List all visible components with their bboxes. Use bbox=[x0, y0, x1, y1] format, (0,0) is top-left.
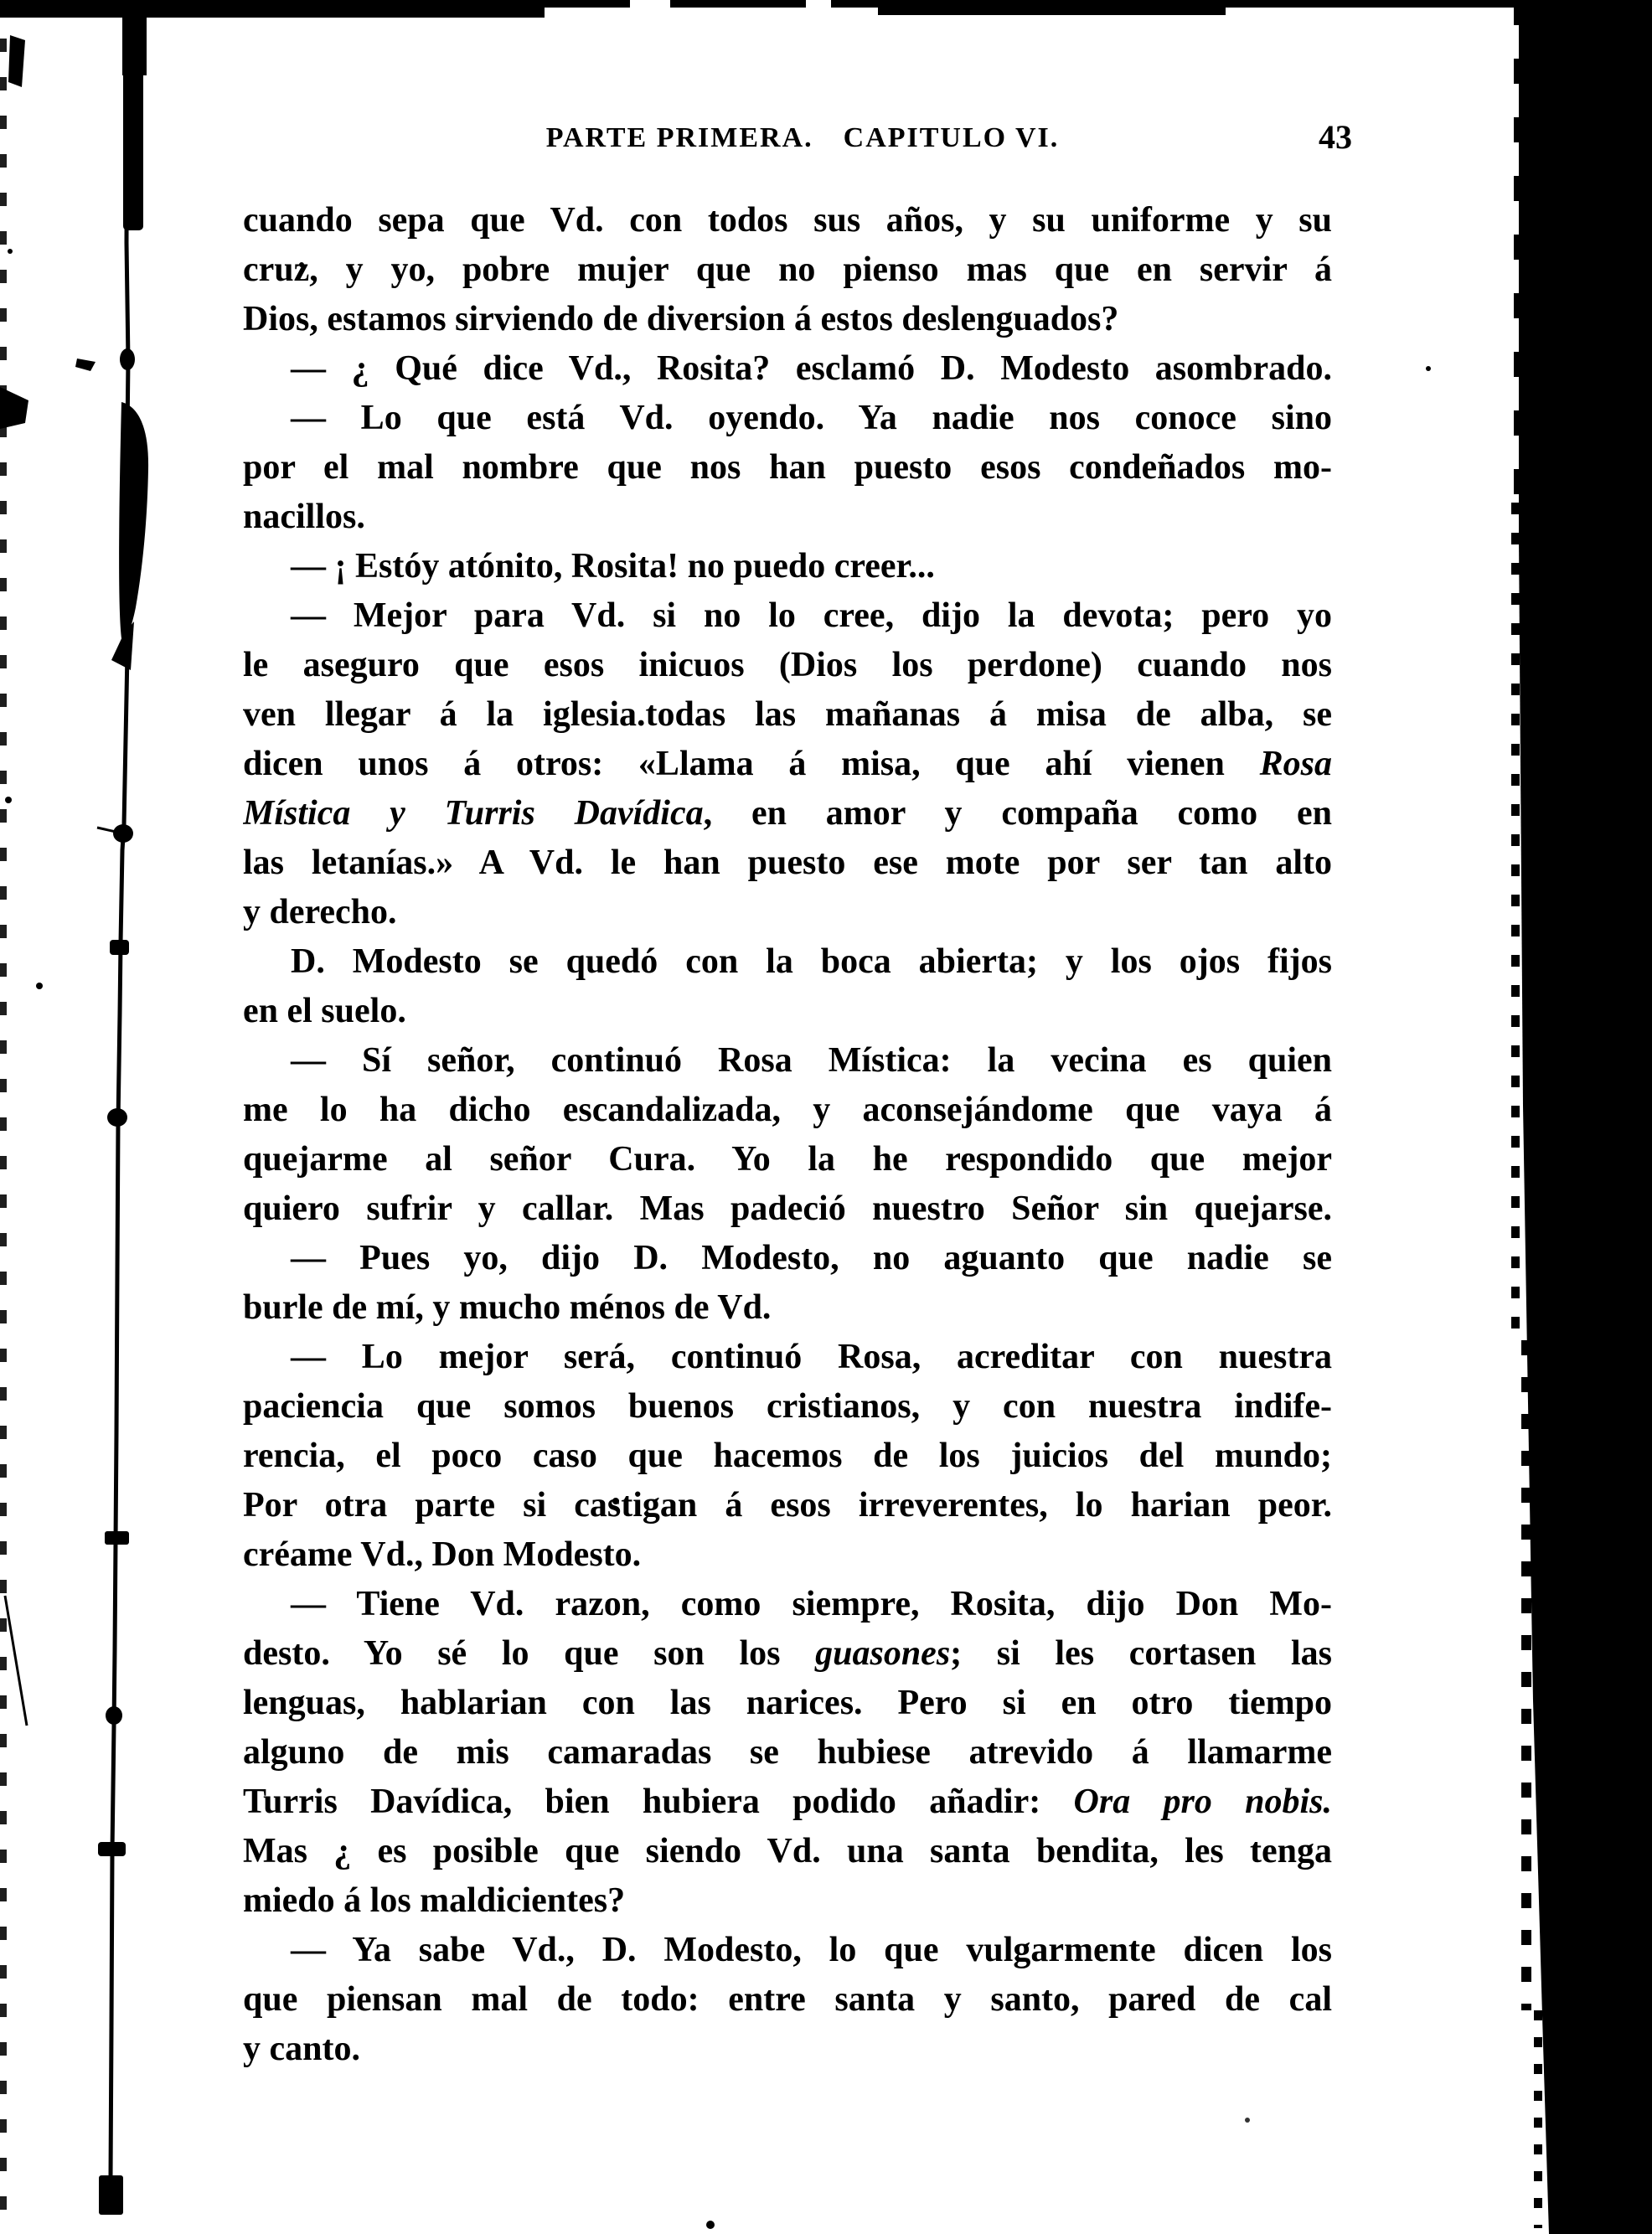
text-segment: , en amor y compaña como en bbox=[703, 794, 1332, 833]
text-line bbox=[243, 1432, 1332, 1481]
text-line bbox=[243, 1728, 1332, 1777]
text-line bbox=[243, 888, 1332, 937]
text-line bbox=[243, 1086, 1332, 1135]
text-segment: las letanías.» A Vd. le han puesto ese mote por ser tan alto bbox=[243, 844, 1332, 882]
text-segment: ven llegar á la iglesia.todas las mañanas á misa de alba, se bbox=[243, 695, 1332, 734]
italic-text-segment: Ora pro nobis. bbox=[1073, 1783, 1332, 1821]
text-segment: cruz, y yo, pobre mujer que no pienso mas que en servir á bbox=[243, 250, 1332, 289]
text-line bbox=[243, 1333, 1332, 1382]
text-line bbox=[243, 493, 1332, 542]
text-line bbox=[243, 789, 1332, 838]
text-line bbox=[243, 1283, 1332, 1333]
text-line bbox=[243, 1481, 1332, 1530]
text-line bbox=[243, 1580, 1332, 1629]
text-segment: — ¡ Estóy atónito, Rosita! no puedo creer... bbox=[291, 547, 935, 586]
text-line bbox=[243, 1036, 1332, 1086]
text-segment: — Lo que está Vd. oyendo. Ya nadie nos conoce sino bbox=[291, 399, 1332, 437]
text-segment: alguno de mis camaradas se hubiese atrevido á llamarme bbox=[243, 1733, 1332, 1772]
text-segment: — Sí señor, continuó Rosa Mística: la vecina es quien bbox=[291, 1041, 1332, 1080]
text-line bbox=[243, 690, 1332, 740]
text-segment: le aseguro que esos inicuos (Dios los perdone) cuando nos bbox=[243, 646, 1332, 684]
text-segment: dicen unos á otros: «Llama á misa, que ahí vienen bbox=[243, 745, 1260, 783]
text-line bbox=[243, 591, 1332, 641]
text-line bbox=[243, 1184, 1332, 1234]
text-segment: que piensan mal de todo: entre santa y santo, pared de cal bbox=[243, 1980, 1332, 2019]
text-line bbox=[243, 1629, 1332, 1679]
page-number: 43 bbox=[1319, 118, 1352, 156]
text-segment: burle de mí, y mucho ménos de Vd. bbox=[243, 1288, 772, 1327]
text-segment: cuando sepa que Vd. con todos sus años, y su uniforme y su bbox=[243, 201, 1332, 240]
text-segment: — Ya sabe Vd., D. Modesto, lo que vulgarmente dicen los bbox=[291, 1931, 1332, 1969]
text-segment: — ¿ Qué dice Vd., Rosita? esclamó D. Modesto asombrado. bbox=[291, 349, 1332, 388]
text-line bbox=[243, 838, 1332, 888]
text-segment: Dios, estamos sirviendo de diversion á estos deslenguados? bbox=[243, 300, 1119, 338]
text-segment: rencia, el poco caso que hacemos de los juicios del mundo; bbox=[243, 1437, 1332, 1475]
text-line bbox=[243, 987, 1332, 1036]
text-line bbox=[243, 740, 1332, 789]
text-segment: miedo á los maldicientes? bbox=[243, 1881, 626, 1920]
text-segment: quiero sufrir y callar. Mas padeció nuestro Señor sin quejarse. bbox=[243, 1189, 1332, 1228]
text-segment: — Mejor para Vd. si no lo cree, dijo la devota; pero yo bbox=[291, 596, 1332, 635]
text-line bbox=[243, 1876, 1332, 1926]
text-segment: Turris Davídica, bien hubiera podido añadir: bbox=[243, 1783, 1074, 1821]
text-segment: D. Modesto se quedó con la boca abierta; y los ojos fijos bbox=[291, 942, 1332, 981]
text-line bbox=[243, 1382, 1332, 1432]
text-segment: me lo ha dicho escandalizada, y aconsejándome que vaya á bbox=[243, 1091, 1332, 1129]
italic-text-segment: guasones bbox=[815, 1634, 951, 1673]
text-segment: y derecho. bbox=[243, 893, 397, 931]
page-body-text bbox=[243, 196, 1332, 2074]
text-line bbox=[243, 1234, 1332, 1283]
text-segment: — Tiene Vd. razon, como siempre, Rosita, dijo Don Mo- bbox=[291, 1585, 1332, 1623]
running-header bbox=[243, 118, 1352, 163]
text-line bbox=[243, 1530, 1332, 1580]
text-segment: nacillos. bbox=[243, 498, 365, 536]
text-segment: paciencia que somos buenos cristianos, y con nuestra indife- bbox=[243, 1387, 1332, 1426]
running-header-title: PARTE PRIMERA. CAPITULO VI. bbox=[545, 122, 1060, 153]
text-line bbox=[243, 196, 1332, 245]
italic-text-segment: Rosa bbox=[1259, 745, 1332, 783]
text-segment: lenguas, hablarian con las narices. Pero si en otro tiempo bbox=[243, 1684, 1332, 1722]
text-line bbox=[243, 1777, 1332, 1827]
text-segment: por el mal nombre que nos han puesto esos condeñados mo- bbox=[243, 448, 1332, 487]
text-line bbox=[243, 245, 1332, 295]
text-line bbox=[243, 1679, 1332, 1728]
text-segment: Mas ¿ es posible que siendo Vd. una santa bendita, les tenga bbox=[243, 1832, 1332, 1870]
text-segment: — Lo mejor será, continuó Rosa, acreditar con nuestra bbox=[291, 1338, 1332, 1376]
text-segment: y canto. bbox=[243, 2030, 360, 2068]
text-segment: quejarme al señor Cura. Yo la he respondido que mejor bbox=[243, 1140, 1332, 1179]
text-segment: desto. Yo sé lo que son los bbox=[243, 1634, 816, 1673]
text-line bbox=[243, 344, 1332, 394]
text-line bbox=[243, 1975, 1332, 2025]
text-segment: en el suelo. bbox=[243, 992, 406, 1030]
text-line bbox=[243, 542, 1332, 591]
text-line bbox=[243, 2025, 1332, 2074]
text-line bbox=[243, 295, 1332, 344]
text-line bbox=[243, 443, 1332, 493]
text-line bbox=[243, 394, 1332, 443]
text-segment: Por otra parte si castigan á esos irreverentes, lo harian peor. bbox=[243, 1486, 1332, 1525]
italic-text-segment: Mística y Turris Davídica bbox=[243, 794, 704, 833]
text-line bbox=[243, 937, 1332, 987]
text-line bbox=[243, 641, 1332, 690]
text-segment: — Pues yo, dijo D. Modesto, no aguanto que nadie se bbox=[291, 1239, 1332, 1277]
text-segment: ; si les cortasen las bbox=[950, 1634, 1332, 1673]
text-segment: créame Vd., Don Modesto. bbox=[243, 1535, 642, 1574]
text-line bbox=[243, 1135, 1332, 1184]
text-line bbox=[243, 1827, 1332, 1876]
text-line bbox=[243, 1926, 1332, 1975]
